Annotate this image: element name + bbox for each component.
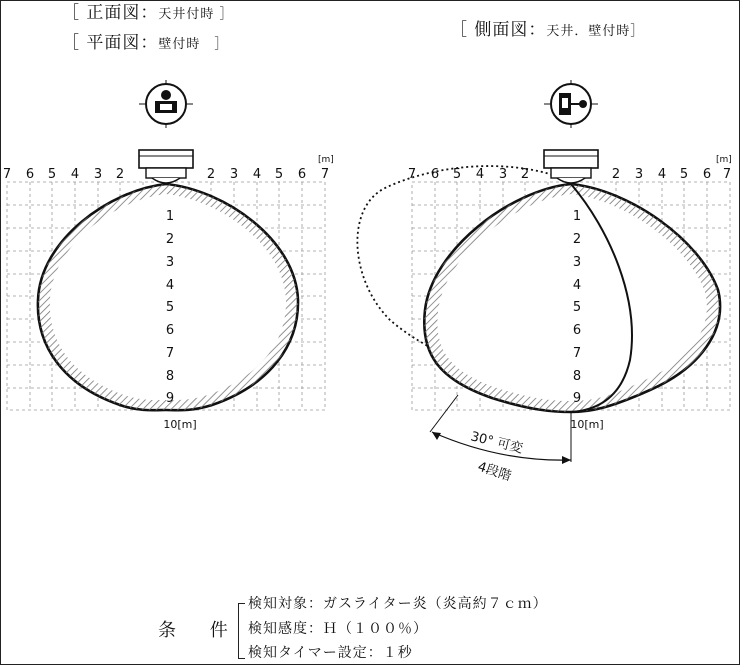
right-scale-l-4: 3 bbox=[498, 167, 508, 182]
right-bottom-label: 10[m] bbox=[570, 418, 604, 431]
left-scale-l-0: 7 bbox=[2, 167, 12, 182]
right-scale-l-0: 7 bbox=[407, 167, 417, 182]
left-depth-9: 9 bbox=[165, 391, 175, 406]
side-view-label: ［ 側面図： bbox=[450, 20, 547, 40]
side-view-value: 天井．壁付時］ bbox=[546, 24, 645, 39]
right-sensor-body bbox=[544, 150, 598, 183]
left-depth-2: 2 bbox=[165, 232, 175, 247]
left-scale-r-4: 6 bbox=[297, 167, 307, 182]
left-depth-5: 5 bbox=[165, 300, 175, 315]
condition-timer: 検知タイマー設定：１秒 bbox=[248, 645, 413, 661]
condition-target: 検知対象：ガスライター炎（炎高約７ｃｍ） bbox=[248, 596, 548, 612]
left-depth-7: 7 bbox=[165, 346, 175, 361]
left-depth-6: 6 bbox=[165, 323, 175, 338]
right-depth-7: 7 bbox=[572, 346, 582, 361]
left-sensor-icon bbox=[139, 80, 193, 128]
right-depth-1: 1 bbox=[572, 209, 582, 224]
right-scale-l-3: 4 bbox=[475, 167, 485, 182]
left-scale-l-3: 4 bbox=[70, 167, 80, 182]
left-depth-1: 1 bbox=[165, 209, 175, 224]
right-depth-4: 4 bbox=[572, 278, 582, 293]
left-depth-8: 8 bbox=[165, 369, 175, 384]
conditions-brace bbox=[238, 603, 245, 659]
left-scale-l-5: 2 bbox=[115, 167, 125, 182]
left-depth-3: 3 bbox=[165, 255, 175, 270]
right-depth-5: 5 bbox=[572, 300, 582, 315]
left-bottom-label: 10[m] bbox=[163, 418, 197, 431]
right-scale-r-2: 4 bbox=[657, 167, 667, 182]
left-sensor-body bbox=[139, 150, 193, 183]
left-scale-l-4: 3 bbox=[93, 167, 103, 182]
plan-view-value: 壁付時 ］ bbox=[158, 37, 229, 52]
left-scale-l-2: 5 bbox=[47, 167, 57, 182]
right-scale-l-2: 5 bbox=[452, 167, 462, 182]
condition-sensitivity: 検知感度：Ｈ（１００％） bbox=[248, 621, 428, 637]
right-scale-l-5: 2 bbox=[520, 167, 530, 182]
right-depth-3: 3 bbox=[572, 255, 582, 270]
angle-label: 30° 可変 bbox=[469, 429, 525, 457]
right-scale-r-5: 7 bbox=[722, 167, 732, 182]
right-sensor-icon bbox=[544, 80, 598, 128]
left-unit-label: [m] bbox=[318, 155, 334, 165]
left-scale-r-5: 7 bbox=[320, 167, 330, 182]
right-depth-9: 9 bbox=[572, 391, 582, 406]
right-depth-8: 8 bbox=[572, 369, 582, 384]
front-view-value: 天井付時 ］ bbox=[158, 7, 234, 22]
right-scale-r-3: 5 bbox=[679, 167, 689, 182]
left-scale-r-0: 2 bbox=[206, 167, 216, 182]
left-scale-r-2: 4 bbox=[252, 167, 262, 182]
right-unit-label: [m] bbox=[716, 155, 732, 165]
left-scale-r-3: 5 bbox=[274, 167, 284, 182]
plan-view-label: ［ 平面図： bbox=[62, 33, 159, 53]
right-scale-r-1: 3 bbox=[634, 167, 644, 182]
right-scale-r-0: 2 bbox=[611, 167, 621, 182]
left-scale-r-1: 3 bbox=[229, 167, 239, 182]
conditions-title: 条 件 bbox=[158, 620, 242, 641]
steps-label: 4段階 bbox=[475, 459, 514, 485]
left-scale-l-1: 6 bbox=[25, 167, 35, 182]
right-scale-r-4: 6 bbox=[702, 167, 712, 182]
left-depth-4: 4 bbox=[165, 278, 175, 293]
right-depth-6: 6 bbox=[572, 323, 582, 338]
right-scale-l-1: 6 bbox=[430, 167, 440, 182]
front-view-label: ［ 正面図： bbox=[62, 3, 159, 23]
right-depth-2: 2 bbox=[572, 232, 582, 247]
